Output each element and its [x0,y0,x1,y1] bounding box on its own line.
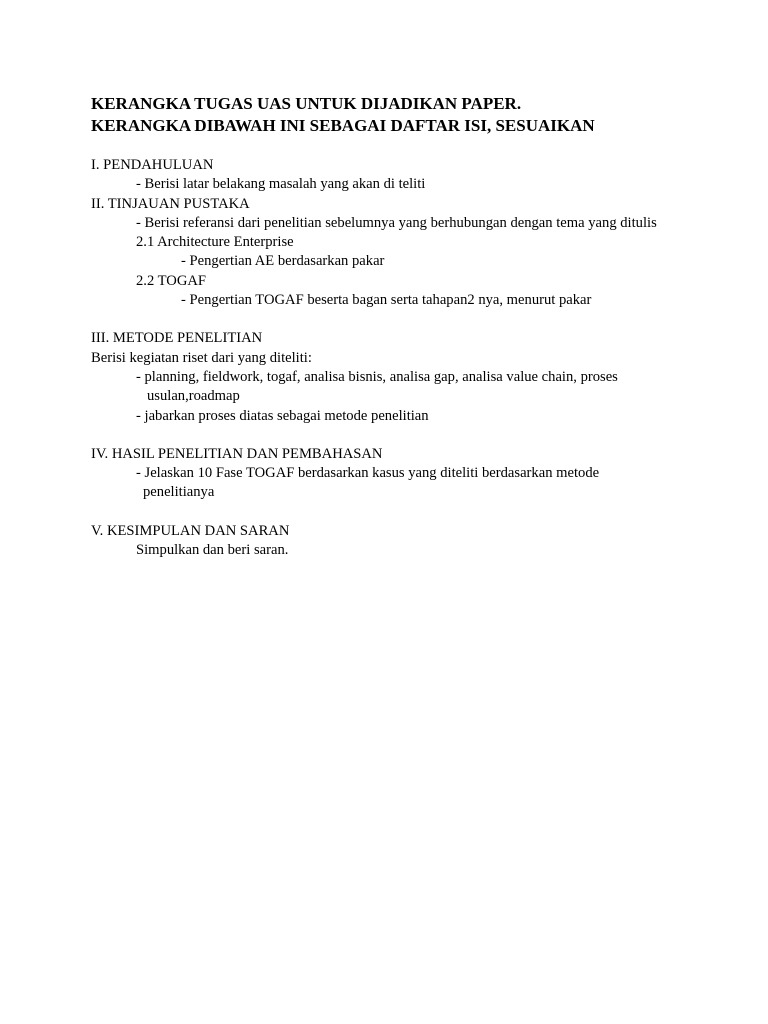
section-kesimpulan-saran [91,522,731,561]
blank-line [91,426,731,445]
subsection-heading: 2.2 TOGAF [136,272,207,289]
outline-item: - jabarkan proses diatas sebagai metode penelitian [136,407,429,424]
outline-item: - Pengertian TOGAF beserta bagan serta tahapan2 nya, menurut pakar [181,292,592,309]
blank-line [91,503,731,522]
section-heading: I. PENDAHULUAN [91,157,214,173]
section-pendahuluan [91,156,731,195]
outline-item-continuation: usulan,roadmap [147,388,240,405]
title-line-2: KERANGKA DIBAWAH INI SEBAGAI DAFTAR ISI, SESUAIKAN [91,116,595,135]
outline-item: - Pengertian AE berdasarkan pakar [181,253,385,270]
outline-item-continuation: penelitianya [143,484,215,501]
outline-item: Simpulkan dan beri saran. [136,542,289,559]
section-heading: IV. HASIL PENELITIAN DAN PEMBAHASAN [91,445,383,462]
section-intro: Berisi kegiatan riset dari yang diteliti: [91,349,312,366]
outline-body [91,156,731,560]
subsection-heading: 2.1 Architecture Enterprise [136,234,294,251]
section-metode-penelitian [91,329,731,425]
section-hasil-penelitian [91,445,731,503]
outline-item: - Berisi referansi dari penelitian sebelumnya yang berhubungan dengan tema yang ditulis [136,214,657,231]
section-heading: II. TINJAUAN PUSTAKA [91,195,250,212]
title-line-1: KERANGKA TUGAS UAS UNTUK DIJADIKAN PAPER. [91,94,522,113]
section-heading: III. METODE PENELITIAN [91,330,263,347]
section-heading: V. KESIMPULAN DAN SARAN [91,522,290,539]
outline-item: - Berisi latar belakang masalah yang akan di teliti [136,176,426,193]
outline-item: - Jelaskan 10 Fase TOGAF berdasarkan kasus yang diteliti berdasarkan metode [136,465,600,482]
outline-item: - planning, fieldwork, togaf, analisa bisnis, analisa gap, analisa value chain, proses [136,368,618,385]
blank-line [91,310,731,329]
section-tinjauan-pustaka [91,195,731,311]
document-title [91,93,595,137]
